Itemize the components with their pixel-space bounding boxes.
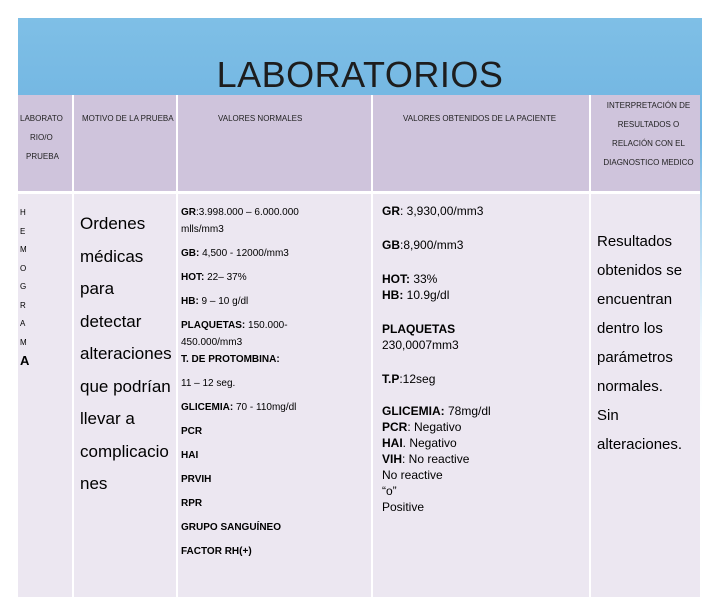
motivo-line: complicacio (80, 436, 176, 469)
normal-plaquetas (181, 320, 371, 331)
obt-glicemia-label: GLICEMIA: (382, 404, 445, 418)
motivo-line: médicas (80, 241, 176, 274)
normal-factor (181, 546, 371, 557)
normal-pcr-label: PCR (181, 426, 202, 437)
obt-gr-label: GR (382, 204, 400, 218)
lab-letter: G (20, 278, 72, 297)
obt-plaquetas-label-text: PLAQUETAS (382, 322, 455, 336)
obt-positive: Positive (382, 499, 589, 515)
slide-title: LABORATORIOS (0, 54, 720, 96)
normal-gb (181, 248, 371, 259)
motivo-line: llevar a (80, 403, 176, 436)
table-body-row (18, 193, 700, 597)
valores-normales-cell (177, 193, 372, 597)
header-interpretacion-line: DIAGNOSTICO MEDICO (597, 153, 700, 172)
header-valores-obtenidos: VALORES OBTENIDOS DE LA PACIENTE (372, 95, 590, 193)
obt-gr-value: : 3,930,00/mm3 (400, 204, 483, 218)
normal-prvih (181, 474, 371, 485)
normal-plaquetas-value: 150.000- (245, 320, 287, 331)
normal-gb-label: GB: (181, 248, 199, 259)
obt-hot (382, 271, 589, 287)
header-laboratorio-line: RIO/O (20, 128, 72, 147)
motivo-line: que podrían (80, 371, 176, 404)
header-valores-normales: VALORES NORMALES (177, 95, 372, 193)
obt-hai-label: HAI (382, 436, 403, 450)
interp-line: encuentran (597, 285, 700, 314)
normal-hai (181, 450, 371, 461)
interp-line: obtenidos se (597, 256, 700, 285)
interp-line: normales. (597, 372, 700, 401)
normal-hb-label: HB: (181, 296, 199, 307)
normal-grupo-label: GRUPO SANGUÍNEO (181, 522, 281, 533)
normal-glicemia-value: 70 - 110mg/dl (233, 402, 296, 413)
lab-letter: E (20, 223, 72, 242)
normal-gr-label: GR (181, 207, 196, 218)
obt-pcr (382, 419, 589, 435)
normal-hb (181, 296, 371, 307)
valores-obtenidos-cell (372, 193, 590, 597)
lab-letter: A (20, 352, 72, 371)
normal-gr-unit: mlls/mm3 (181, 224, 371, 235)
normal-hot (181, 272, 371, 283)
obt-vih-value: : No reactive (402, 452, 469, 466)
normal-glicemia-label: GLICEMIA: (181, 402, 233, 413)
obt-glicemia-value: 78mg/dl (445, 404, 491, 418)
header-interpretacion-line: INTERPRETACIÓN DE (597, 96, 700, 115)
normal-gr-value: :3.998.000 – 6.000.000 (196, 207, 299, 218)
table-header-row (18, 95, 700, 193)
normal-grupo (181, 522, 371, 533)
normal-tp-label (181, 354, 371, 365)
normal-hot-value: 22– 37% (204, 272, 246, 283)
motivo-line: nes (80, 468, 176, 501)
obt-vih-label: VIH (382, 452, 402, 466)
obt-pcr-label: PCR (382, 420, 407, 434)
obt-hot-label: HOT: (382, 272, 410, 286)
header-motivo: MOTIVO DE LA PRUEBA (73, 95, 177, 193)
normal-glicemia (181, 402, 371, 413)
header-laboratorio-line: LABORATO (20, 109, 72, 128)
normal-prvih-label: PRVIH (181, 474, 211, 485)
normal-plaquetas-label: PLAQUETAS: (181, 320, 245, 331)
normal-tp-value: 11 – 12 seg. (181, 378, 371, 389)
obt-vih (382, 451, 589, 467)
normal-rpr (181, 498, 371, 509)
header-interpretacion-line: RELACIÓN CON EL (597, 134, 700, 153)
obt-tp (382, 371, 589, 387)
obt-gb-label: GB (382, 238, 400, 252)
obt-plaquetas-value: 230,0007mm3 (382, 337, 589, 353)
header-interpretacion (590, 95, 700, 193)
normal-pcr (181, 426, 371, 437)
motivo-cell (73, 193, 177, 597)
obt-hot-value: 33% (410, 272, 437, 286)
normal-hot-label: HOT: (181, 272, 204, 283)
header-laboratorio-line: PRUEBA (20, 147, 72, 166)
motivo-line: detectar (80, 306, 176, 339)
obt-hai (382, 435, 589, 451)
obt-o: “o” (382, 483, 589, 499)
lab-letter: O (20, 260, 72, 279)
normal-tp-label-text: T. DE PROTOMBINA: (181, 354, 280, 365)
interp-line: Resultados (597, 227, 700, 256)
interp-line: parámetros (597, 343, 700, 372)
interpretacion-cell (590, 193, 700, 597)
obt-rpr: No reactive (382, 467, 589, 483)
interp-line: Sin (597, 401, 700, 430)
normal-rpr-label: RPR (181, 498, 202, 509)
motivo-line: Ordenes (80, 208, 176, 241)
normal-gr (181, 207, 371, 218)
lab-letter: A (20, 315, 72, 334)
normal-factor-label: FACTOR RH(+) (181, 546, 252, 557)
obt-gr (382, 203, 589, 219)
lab-letter: M (20, 334, 72, 353)
lab-name-cell (18, 193, 73, 597)
obt-hai-value: . Negativo (403, 436, 457, 450)
normal-hb-value: 9 – 10 g/dl (199, 296, 248, 307)
lab-letter: H (20, 204, 72, 223)
motivo-line: para (80, 273, 176, 306)
obt-gb (382, 237, 589, 253)
obt-plaquetas-label (382, 321, 589, 337)
obt-gb-value: :8,900/mm3 (400, 238, 463, 252)
interp-line: dentro los (597, 314, 700, 343)
obt-hb-label: HB: (382, 288, 403, 302)
header-interpretacion-line: RESULTADOS O (597, 115, 700, 134)
obt-pcr-value: : Negativo (407, 420, 461, 434)
interp-line: alteraciones. (597, 430, 700, 459)
lab-letter: R (20, 297, 72, 316)
obt-tp-label: T.P (382, 372, 399, 386)
obt-hb (382, 287, 589, 303)
normal-plaquetas-value2: 450.000/mm3 (181, 337, 371, 348)
motivo-line: alteraciones (80, 338, 176, 371)
lab-table (18, 95, 700, 597)
normal-gb-value: 4,500 - 12000/mm3 (199, 248, 289, 259)
lab-letter: M (20, 241, 72, 260)
normal-hai-label: HAI (181, 450, 198, 461)
obt-tp-value: :12seg (399, 372, 435, 386)
obt-glicemia (382, 403, 589, 419)
header-laboratorio (18, 95, 73, 193)
obt-hb-value: 10.9g/dl (403, 288, 449, 302)
